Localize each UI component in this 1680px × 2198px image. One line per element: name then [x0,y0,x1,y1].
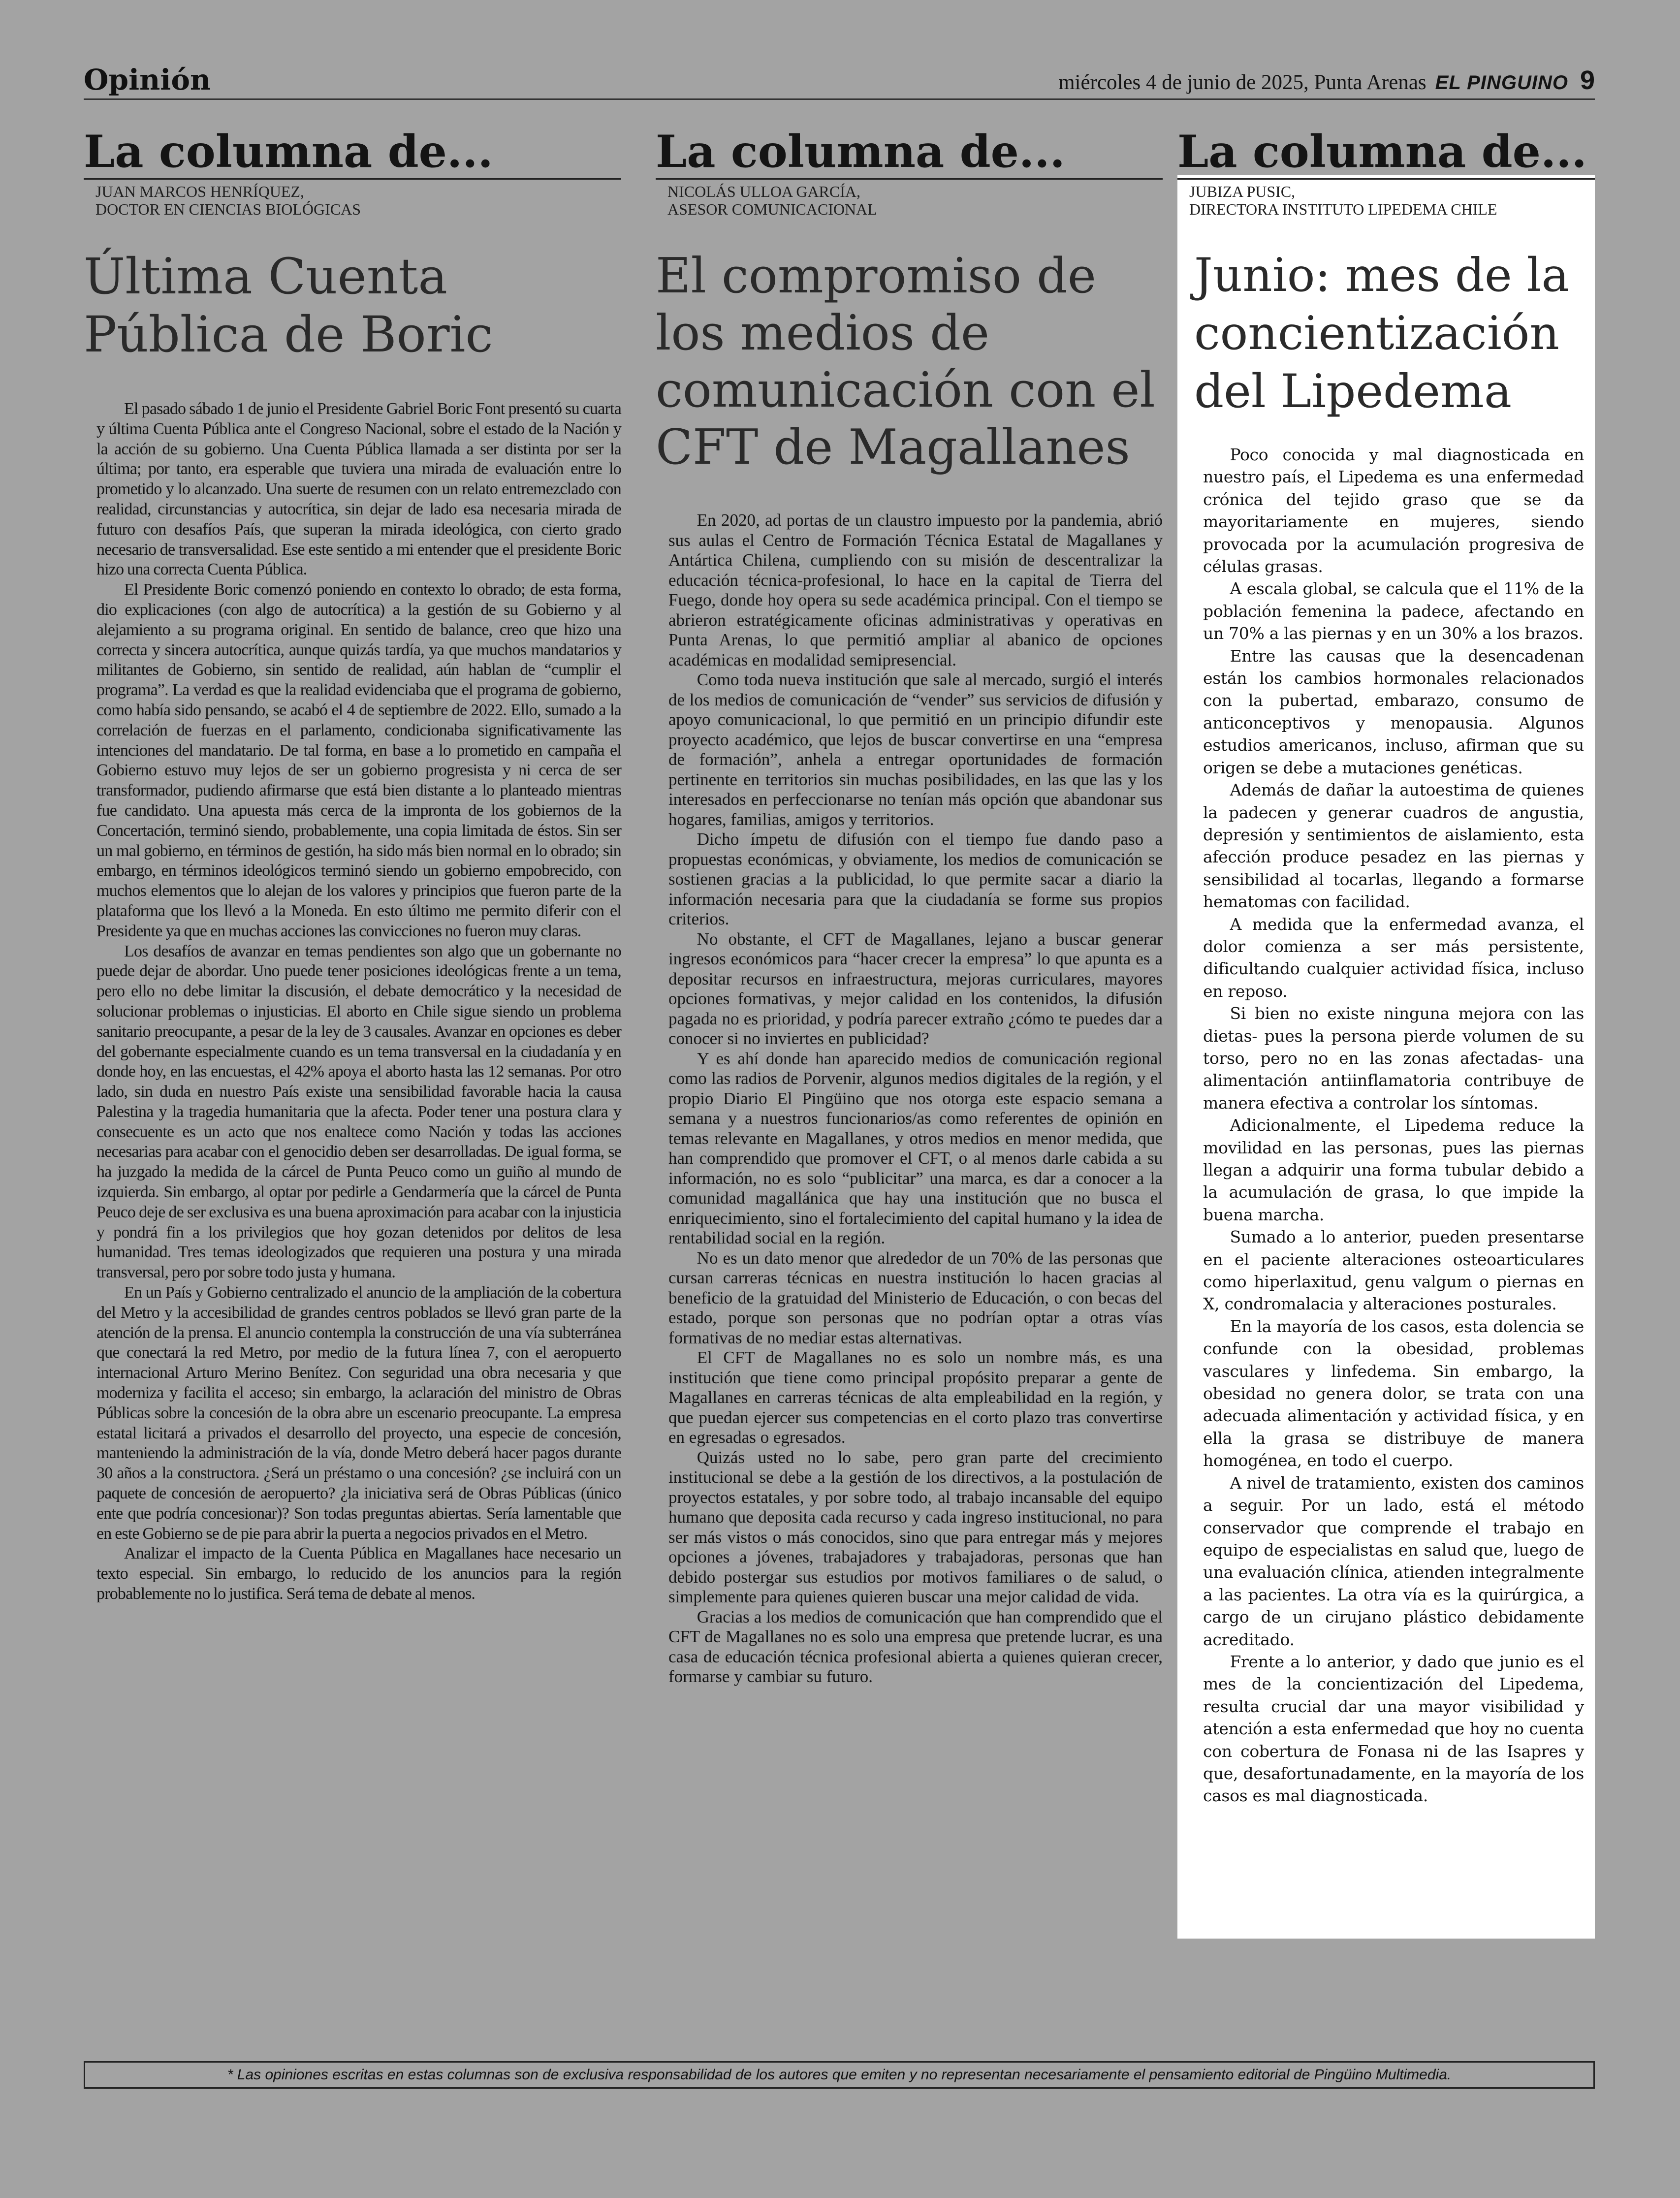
disclaimer-text: * Las opiniones escritas en estas columnas son de exclusiva responsabilidad de los autores que emiten y no representan necesariamente el pensamiento editorial de Pingüino Multimedia. [227,2067,1452,2083]
opinion-column-3 [1177,127,1595,1939]
page-header [84,58,1595,100]
paragraph: Como toda nueva institución que sale al mercado, surgió el interés de los medios de comunicación de “vender” sus servicios de difusión y apoyo comunicacional, lo que permitió en un principio difundir este proyecto académico, que lejos de buscar convertirse en una “empresa de formación”, anhela a entregar oportunidades de formación pertinente en territorios sin muchas posibilidades, en las que las y los interesados en perfeccionarse no tenían más opción que abandonar sus hogares, familias, amigos y territorios. [668,670,1163,829]
paragraph: Sumado a lo anterior, pueden presentarse en el paciente alteraciones osteoarticulares como hiperlaxitud, genu valgum o piernas en X, condromalacia y alteraciones posturales. [1203,1227,1584,1314]
paragraph: En un País y Gobierno centralizado el anuncio de la ampliación de la cobertura del Metro y la accesibilidad de grandes centros poblados se llevó gran parte de la atención de la prensa. El anuncio contempla la construcción de una vía subterránea que conectará la red Metro, por medio de la futura línea 7, con el aeropuerto internacional Arturo Merino Benítez. Con seguridad una obra necesaria y que moderniza y facilita el acceso; sin embargo, la aclaración del ministro de Obras Públicas sobre la concesión de la obra abre un escenario preocupante. La empresa estatal licitará a privados el desarrollo del proyecto, una especie de concesión, manteniendo la administración de la vía, donde Metro deberá hacer pagos durante 30 años a la constructora. ¿Será un préstamo o una concesión? ¿se incluirá con un paquete de concesión de aeropuerto? ¿la iniciativa será de Obras Públicas (único ente que podría concesionar)? Son todas preguntas abiertas. Sería lamentable que en este Gobierno se de pie para abrir la puerta a negocios privados en el Metro. [96,1283,621,1543]
author-title: DIRECTORA INSTITUTO LIPEDEMA CHILE [1189,200,1497,218]
paragraph: Frente a lo anterior, y dado que junio es el mes de la concientización del Lipedema, resulta crucial dar una mayor visibilidad y atención a esta enfermedad que hoy no cuenta con cobertura de Fonasa ni de las Isapres y que, desafortunadamente, en la mayoría de los casos es mal diagnosticada. [1203,1652,1584,1806]
paragraph: A medida que la enfermedad avanza, el dolor comienza a ser más persistente, dificultando cualquier actividad física, incluso en reposo. [1203,914,1584,1001]
disclaimer-footer [84,2061,1595,2089]
paragraph: No obstante, el CFT de Magallanes, lejano a buscar generar ingresos económicos para “hacer crecer la empresa” lo que apunta es a depositar recursos en infraestructura, mejoras curriculares, mayores opciones formativas, y mejor calidad en los contenidos, la difusión pagada no es prioridad, y podría parecer extraño ¿cómo te puedes dar a conocer si no inviertes en publicidad? [668,929,1163,1048]
paragraph: Poco conocida y mal diagnosticada en nuestro país, el Lipedema es una enfermedad crónica del tejido graso que se da mayoritariamente en mujeres, siendo provocada por la acumulación progresiva de células grasas. [1203,445,1584,576]
column-kicker: La columna de... [84,126,493,178]
column-kicker: La columna de... [656,126,1065,178]
article-body [1177,444,1595,1807]
opinion-column-2 [656,127,1163,1687]
paragraph: Gracias a los medios de comunicación que han comprendido que el CFT de Magallanes no es solo una empresa que pretende lucrar, es una casa de educación técnica profesional abierta a quienes quieran crecer, formarse y cambiar su futuro. [668,1607,1163,1686]
article-body [656,510,1163,1687]
paragraph: Entre las causas que la desencadenan están los cambios hormonales relacionados con la pubertad, embarazo, consumo de anticonceptivos y menopausia. Algunos estudios americanos, incluso, afirman que su origen se debe a mutaciones genéticas. [1203,646,1584,777]
kicker-rule [656,178,1163,180]
paragraph: No es un dato menor que alrededor de un 70% de las personas que cursan carreras técnicas en nuestra institución lo hacen gracias al beneficio de la gratuidad del Ministerio de Educación, o con becas del estado, porque son personas que no podrían optar a otras vías formativas de no mediar estas alternativas. [668,1248,1163,1347]
issue-date: miércoles 4 de junio de 2025, Punta Arenas [1058,71,1426,94]
paragraph: Quizás usted no lo sabe, pero gran parte del crecimiento institucional se debe a la gestión de los directivos, a la postulación de proyectos estatales, y por sobre todo, al trabajo incansable del equipo humano que deposita cada recurso y cada ingreso institucional, no para ser más vistos o más conocidos, sino que para entregar más y mejores opciones a jóvenes, trabajadores y trabajadoras, personas que han debido postergar sus estudios por motivos familiares o de salud, o simplemente para quienes quieren buscar una mejor calidad de vida. [668,1447,1163,1606]
opinion-column-1 [84,127,621,1604]
paragraph: A escala global, se calcula que el 11% de la población femenina la padece, afectando en un 70% a las piernas y en un 30% a los brazos. [1203,579,1584,643]
paragraph: En 2020, ad portas de un claustro impuesto por la pandemia, abrió sus aulas el Centro de Formación Técnica Estatal de Magallanes y Antártica Chilena, cumpliendo con su misión de descentralizar la educación técnica-profesional, lo hace en la capital de Tierra del Fuego, donde hoy opera su sede académica principal. Con el tiempo se abrieron estratégicamente oficinas administrativas y operativas en Punta Arenas, lo que permitió ampliar al abanico de opciones académicas en modalidad semipresencial. [668,510,1163,669]
author-name: JUBIZA PUSIC, [1189,183,1296,200]
kicker-rule [1177,178,1595,180]
article-headline: El compromiso de los medios de comunicación con el CFT de Magallanes [656,248,1155,476]
paragraph: El Presidente Boric comenzó poniendo en contexto lo obrado; de esta forma, dio explicaciones (con algo de autocrítica) a la gestión de su Gobierno y al alejamiento a su programa original. En sentido de balance, creo que hizo una correcta y sincera autocrítica, aunque quizás tardía, ya que muchos mandatarios y militantes de Gobierno, sin sentido de realidad, aún hablan de “cumplir el programa”. La verdad es que la realidad evidenciaba que el programa de gobierno, como había sido pensando, se acabó el 4 de septiembre de 2022. Ello, sumado a la correlación de fuerzas en el parlamento, condicionaba significativamente las intenciones del mandatario. De tal forma, en base a lo prometido en campaña el Gobierno estuvo muy lejos de ser un gobierno progresista y ni cerca de ser transformador, pudiendo afirmarse que está bien distante a lo planteado mientras fue candidato. Una apuesta más cerca de la impronta de los gobiernos de la Concertación, terminó siendo, probablemente, una copia limitada de éstos. Sin ser un mal gobierno, en términos de gestión, ha sido más bien normal en lo obrado; sin embargo, en términos ideológicos terminó siendo un gobierno empobrecido, con muchos elementos que lo alejan de los valores y principios que fueron parte de la plataforma que los llevó a la Moneda. En esto último me permito diferir con el Presidente ya que en muchas acciones las convicciones no fueron muy claras. [96,580,621,940]
paragraph: Si bien no existe ninguna mejora con las dietas- pues la persona pierde volumen de su torso, pero no en las zonas afectadas- una alimentación antiinflamatoria contribuye de manera efectiva a controlar los síntomas. [1203,1004,1584,1113]
author-title: DOCTOR EN CIENCIAS BIOLÓGICAS [95,200,361,218]
paragraph: Dicho ímpetu de difusión con el tiempo fue dando paso a propuestas económicas, y obviamente, los medios de comunicación se sostienen gracias a la publicidad, lo que permite sacar a diario la información necesaria para que la ciudadanía se forme sus propios criterios. [668,829,1163,928]
author-byline [84,183,621,218]
paragraph: El pasado sábado 1 de junio el Presidente Gabriel Boric Font presentó su cuarta y última Cuenta Pública ante el Congreso Nacional, sobre el estado de la Nación y la acción de su gobierno. Una Cuenta Pública llamada a ser distinta por ser la última; por tanto, era esperable que tuviera una mirada de evaluación entre lo prometido y lo alcanzado. Una suerte de resumen con un relato entremezclado con realidad, circunstancias y autocrítica, sin dejar de lado esa necesaria mirada de futuro con desafíos País, que superan la mirada ideológica, con cierto grado necesario de transversalidad. Ese este sentido a mi entender que el presidente Boric hizo una correcta Cuenta Pública. [96,400,621,579]
header-meta [1058,65,1595,96]
paragraph: El CFT de Magallanes no es solo un nombre más, es una institución que tiene como principal propósito preparar a gente de Magallanes en carreras técnicas de alta empleabilidad en la región, y que puedan ejercer sus competencias en el corto plazo tras convertirse en egresadas o egresados. [668,1348,1163,1447]
author-name: NICOLÁS ULLOA GARCÍA, [667,183,860,200]
paragraph: Analizar el impacto de la Cuenta Pública en Magallanes hace necesario un texto especial. Sin embargo, lo reducido de los anuncios para la región probablemente no lo justifica. Será tema de debate al menos. [96,1544,621,1603]
author-byline [656,183,1163,218]
kicker-rule [84,178,621,180]
author-title: ASESOR COMUNICACIONAL [667,200,877,218]
paragraph: Los desafíos de avanzar en temas pendientes son algo que un gobernante no puede dejar de abordar. Uno puede tener posiciones ideológicas frente a un tema, pero ello no debe limitar la discusión, el debate democrático y la necesidad de solucionar problemas o injusticias. El aborto en Chile sigue siendo un problema sanitario preocupante, a pesar de la ley de 3 causales. Avanzar en opciones es deber del gobernante especialmente cuando es un tema transversal en la ciudadanía y en donde hoy, en las encuestas, el 42% apoya el aborto hasta las 12 semanas. Por otro lado, sin duda en nuestro País existe una sensibilidad favorable hacia la causa Palestina y la tragedia humanitaria que la afecta. Poder tener una postura clara y consecuente es un acto que nos enaltece como Nación y todas las acciones necesarias para acabar con el genocidio deben ser desarrolladas. De igual forma, se ha juzgado la medida de la cárcel de Punta Peuco como un guiño al mundo de izquierda. Sin embargo, al optar por pedirle a Gendarmería que la cárcel de Punta Peuco deje de ser exclusiva es una buena aproximación para acabar con la injusticia y pondrá fin a los privilegios que hoy gozan detenidos por delitos de lesa humanidad. Tres temas ideologizados que requieren una postura y una mirada transversal, pero por sobre todo justa y humana. [96,942,621,1282]
paragraph: A nivel de tratamiento, existen dos caminos a seguir. Por un lado, está el método conservador que comprende el trabajo en equipo de especialistas en salud que, luego de una evaluación clínica, atienden integralmente a las pacientes. La otra vía es la quirúrgica, a cargo de un cirujano plástico debidamente acreditado. [1203,1473,1584,1649]
article-headline: Última Cuenta Pública de Boric [84,248,493,363]
page-number: 9 [1580,65,1595,95]
paragraph: Además de dañar la autoestima de quienes la padecen y generar cuadros de angustia, depresión y sentimientos de aislamiento, esta afección produce pesadez en las piernas y sensibilidad al tocarlas, llegando a formarse hematomas con facilidad. [1203,780,1584,912]
article-body [84,399,621,1604]
article-headline: Junio: mes de la concientización del Lipedema [1194,249,1569,418]
section-title: Opinión [84,63,211,96]
column-kicker: La columna de... [1177,126,1587,178]
author-byline [1177,183,1595,218]
paragraph: Y es ahí donde han aparecido medios de comunicación regional como las radios de Porvenir, algunos medios digitales de la región, y el propio Diario El Pingüino que nos otorga este espacio semana a semana y a nuestros funcionarios/as como referentes de opinión en temas relevante en Magallanes, y otros medios en menor medida, que han comprendido que promover el CFT, o al menos darle cabida a su información, no es solo “publicitar” una marca, es dar a conocer a la comunidad magallánica que hay una institución que no busca el enriquecimiento, sino el fortalecimiento del capital humano y la idea de rentabilidad social en la región. [668,1049,1163,1247]
author-name: JUAN MARCOS HENRÍQUEZ, [95,183,305,200]
newspaper-logo: EL PINGUINO [1435,72,1568,94]
paragraph: En la mayoría de los casos, esta dolencia se confunde con la obesidad, problemas vasculares y linfedema. Sin embargo, la obesidad no genera dolor, se trata con una adecuada alimentación y actividad física, y en ella la grasa se distribuye de manera homogénea, en todo el cuerpo. [1203,1316,1584,1470]
paragraph: Adicionalmente, el Lipedema reduce la movilidad en las personas, pues las piernas llegan a adquirir una forma tubular debido a la acumulación de grasa, lo que impide la buena marcha. [1203,1115,1584,1224]
